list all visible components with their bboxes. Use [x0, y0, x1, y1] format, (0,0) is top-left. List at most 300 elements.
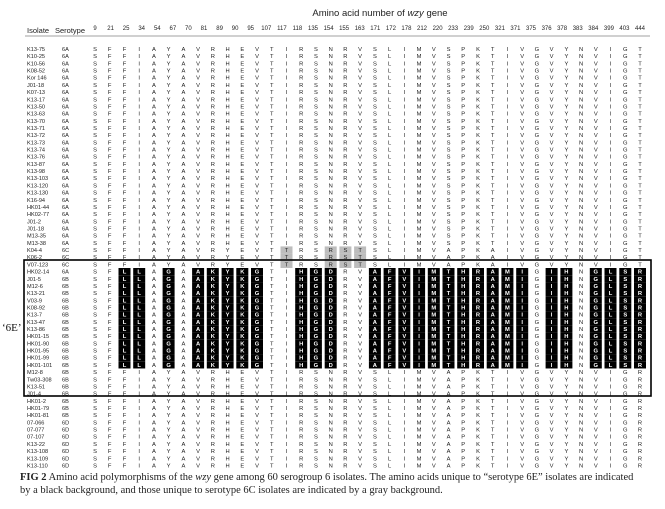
- residue: S: [314, 420, 318, 426]
- serotype: 6B: [62, 284, 69, 290]
- residue: I: [403, 219, 405, 225]
- residue: V: [520, 234, 524, 240]
- residue: F: [108, 183, 112, 189]
- residue: V: [550, 428, 554, 434]
- residue: R: [299, 463, 303, 469]
- residue: A: [373, 334, 378, 340]
- residue: F: [108, 241, 112, 247]
- residue: V: [594, 428, 598, 434]
- serotype: 6C: [62, 255, 69, 261]
- residue: V: [432, 83, 436, 89]
- residue: M: [431, 277, 436, 283]
- residue: I: [403, 133, 405, 139]
- residue: Y: [564, 406, 568, 412]
- residue: I: [507, 413, 509, 419]
- residue: Y: [564, 234, 568, 240]
- residue: G: [535, 298, 540, 304]
- alignment-row: [27, 140, 642, 146]
- residue: N: [329, 385, 333, 391]
- serotype: 6A: [62, 61, 69, 67]
- residue: V: [520, 205, 524, 211]
- residue: V: [255, 54, 259, 60]
- residue: T: [270, 119, 274, 125]
- residue: Y: [564, 262, 568, 268]
- isolate-id: J01-18: [27, 83, 44, 89]
- residue: I: [551, 284, 553, 290]
- residue: N: [329, 370, 333, 376]
- residue: T: [638, 248, 642, 254]
- residue: A: [152, 262, 156, 268]
- residue: V: [432, 133, 436, 139]
- residue: V: [255, 449, 259, 455]
- residue: L: [388, 227, 392, 233]
- position-number: 233: [448, 26, 459, 32]
- residue: V: [550, 54, 554, 60]
- residue: E: [240, 392, 244, 398]
- residue: H: [226, 90, 230, 96]
- residue: I: [610, 176, 612, 182]
- residue: I: [507, 456, 509, 462]
- residue: F: [123, 406, 127, 412]
- residue: P: [461, 255, 465, 261]
- residue: G: [623, 119, 628, 125]
- residue: F: [123, 420, 127, 426]
- residue: V: [550, 442, 554, 448]
- residue: F: [123, 69, 127, 75]
- residue: I: [551, 327, 553, 333]
- residue: F: [108, 456, 112, 462]
- residue: I: [610, 191, 612, 197]
- residue: F: [108, 413, 112, 419]
- residue: V: [196, 248, 200, 254]
- serotype: 6B: [62, 313, 69, 319]
- residue: V: [358, 428, 362, 434]
- alignment-row: [27, 205, 642, 211]
- residue: E: [240, 191, 244, 197]
- residue: V: [432, 255, 436, 261]
- residue: M: [431, 284, 436, 290]
- residue: V: [358, 126, 362, 132]
- residue: T: [638, 69, 642, 75]
- residue: P: [461, 248, 465, 254]
- residue: L: [388, 219, 392, 225]
- residue: V: [594, 212, 598, 218]
- residue: F: [123, 104, 127, 110]
- residue: N: [579, 399, 583, 405]
- residue: A: [152, 140, 156, 146]
- residue: V: [594, 76, 598, 82]
- residue: T: [491, 227, 495, 233]
- residue: G: [535, 413, 540, 419]
- residue: T: [270, 320, 274, 326]
- residue: S: [314, 112, 318, 118]
- residue: G: [623, 176, 628, 182]
- residue: E: [240, 97, 244, 103]
- residue: I: [286, 377, 288, 383]
- residue: A: [152, 227, 156, 233]
- residue: G: [255, 334, 260, 340]
- residue: H: [226, 435, 230, 441]
- residue: I: [521, 291, 523, 297]
- residue: S: [623, 327, 627, 333]
- residue: A: [181, 140, 185, 146]
- residue: R: [299, 370, 303, 376]
- residue: A: [181, 205, 185, 211]
- residue: R: [299, 148, 303, 154]
- residue: A: [181, 413, 185, 419]
- residue: F: [388, 291, 392, 297]
- residue: I: [403, 183, 405, 189]
- residue: A: [373, 313, 378, 319]
- residue: Y: [226, 291, 230, 297]
- residue: T: [270, 183, 274, 189]
- residue: T: [638, 61, 642, 67]
- residue: E: [240, 133, 244, 139]
- residue: I: [286, 306, 288, 312]
- residue: V: [594, 47, 598, 53]
- residue: A: [181, 370, 185, 376]
- residue: M: [431, 291, 436, 297]
- residue: R: [343, 162, 347, 168]
- residue: V: [358, 449, 362, 455]
- residue: A: [181, 341, 185, 347]
- residue: R: [299, 435, 303, 441]
- residue: I: [403, 54, 405, 60]
- residue: N: [579, 456, 583, 462]
- residue: S: [373, 241, 377, 247]
- residue: I: [507, 205, 509, 211]
- residue: S: [373, 255, 377, 261]
- residue: H: [299, 349, 303, 355]
- residue: T: [447, 349, 451, 355]
- residue: I: [138, 162, 140, 168]
- serotype: 6B: [62, 392, 69, 398]
- residue: T: [270, 420, 274, 426]
- residue: N: [329, 428, 333, 434]
- residue: N: [579, 248, 583, 254]
- residue: V: [432, 162, 436, 168]
- residue: H: [461, 270, 465, 276]
- isolate-id: K13-73: [27, 140, 45, 146]
- serotype: 6A: [62, 104, 69, 110]
- residue: G: [535, 83, 540, 89]
- residue: M: [431, 270, 436, 276]
- residue: H: [226, 212, 230, 218]
- residue: R: [211, 169, 215, 175]
- residue: N: [579, 291, 583, 297]
- isolate-id: K08-92: [27, 306, 45, 312]
- residue: H: [226, 126, 230, 132]
- residue: S: [93, 61, 97, 67]
- residue: R: [476, 284, 481, 290]
- residue: G: [535, 148, 540, 154]
- residue: K: [476, 406, 480, 412]
- residue: T: [447, 356, 451, 362]
- residue: N: [329, 442, 333, 448]
- residue: T: [270, 176, 274, 182]
- residue: T: [270, 334, 274, 340]
- residue: V: [550, 90, 554, 96]
- residue: R: [343, 212, 347, 218]
- residue: E: [240, 370, 244, 376]
- residue: R: [638, 420, 642, 426]
- residue: G: [314, 298, 319, 304]
- residue: S: [93, 54, 97, 60]
- residue: K: [476, 456, 480, 462]
- residue: I: [507, 241, 509, 247]
- residue: V: [594, 176, 598, 182]
- position-number: 107: [261, 26, 272, 32]
- residue: V: [358, 176, 362, 182]
- residue: I: [403, 205, 405, 211]
- residue: R: [343, 198, 347, 204]
- residue: G: [623, 90, 628, 96]
- residue: G: [535, 262, 540, 268]
- residue: A: [181, 255, 185, 261]
- residue: S: [93, 298, 97, 304]
- residue: N: [579, 435, 583, 441]
- residue: V: [358, 104, 362, 110]
- residue: Y: [167, 90, 171, 96]
- residue: I: [403, 104, 405, 110]
- isolate-id: V03-9: [27, 298, 42, 304]
- residue: G: [623, 435, 628, 441]
- residue: N: [329, 183, 333, 189]
- residue: S: [93, 377, 97, 383]
- residue: I: [507, 399, 509, 405]
- residue: V: [520, 83, 524, 89]
- residue: V: [550, 413, 554, 419]
- residue: N: [579, 270, 583, 276]
- residue: A: [491, 363, 496, 369]
- residue: R: [211, 456, 215, 462]
- residue: M: [417, 428, 422, 434]
- residue: V: [358, 399, 362, 405]
- residue: P: [461, 205, 465, 211]
- residue: Y: [564, 126, 568, 132]
- residue: R: [638, 399, 642, 405]
- serotype: 6B: [62, 356, 69, 362]
- residue: G: [535, 291, 540, 297]
- residue: V: [520, 54, 524, 60]
- residue: V: [550, 198, 554, 204]
- residue: G: [594, 356, 599, 362]
- residue: V: [358, 97, 362, 103]
- residue: R: [638, 270, 643, 276]
- residue: M: [417, 413, 422, 419]
- residue: V: [594, 241, 598, 247]
- residue: N: [329, 406, 333, 412]
- serotype: 6A: [62, 76, 69, 82]
- residue: F: [123, 176, 127, 182]
- residue: F: [108, 83, 112, 89]
- residue: Y: [167, 399, 171, 405]
- residue: I: [138, 176, 140, 182]
- residue: G: [535, 126, 540, 132]
- residue: S: [447, 76, 451, 82]
- residue: A: [181, 133, 185, 139]
- residue: V: [432, 399, 436, 405]
- residue: S: [93, 385, 97, 391]
- residue: K: [476, 449, 480, 455]
- residue: R: [299, 442, 303, 448]
- residue: S: [93, 176, 97, 182]
- residue: H: [226, 392, 230, 398]
- residue: G: [535, 392, 540, 398]
- residue: A: [152, 198, 156, 204]
- residue: V: [358, 112, 362, 118]
- serotype: 6B: [62, 327, 69, 333]
- residue: A: [181, 298, 185, 304]
- residue: N: [329, 47, 333, 53]
- residue: V: [432, 248, 436, 254]
- residue: S: [93, 435, 97, 441]
- isolate-id: HK01-79: [27, 406, 49, 412]
- residue: M: [417, 183, 422, 189]
- residue: S: [314, 241, 318, 247]
- residue: E: [240, 219, 244, 225]
- residue: T: [491, 104, 495, 110]
- residue: F: [108, 176, 112, 182]
- residue: I: [286, 449, 288, 455]
- residue: V: [520, 385, 524, 391]
- residue: F: [108, 255, 112, 261]
- residue: S: [93, 126, 97, 132]
- residue: T: [491, 449, 495, 455]
- residue: A: [196, 291, 201, 297]
- residue: N: [579, 212, 583, 218]
- alignment-row: [27, 361, 646, 369]
- residue: F: [123, 205, 127, 211]
- residue: A: [447, 262, 451, 268]
- residue: I: [138, 420, 140, 426]
- residue: I: [403, 155, 405, 161]
- residue: I: [286, 119, 288, 125]
- residue: M: [417, 155, 422, 161]
- residue: V: [196, 126, 200, 132]
- serotype: 6B: [62, 349, 69, 355]
- residue: V: [196, 420, 200, 426]
- residue: G: [623, 449, 628, 455]
- residue: A: [447, 255, 451, 261]
- residue: V: [594, 97, 598, 103]
- residue: T: [491, 155, 495, 161]
- residue: S: [343, 248, 347, 254]
- residue: S: [373, 104, 377, 110]
- residue: I: [138, 399, 140, 405]
- residue: T: [270, 148, 274, 154]
- residue: I: [138, 133, 140, 139]
- residue: V: [520, 255, 524, 261]
- residue: I: [286, 428, 288, 434]
- residue: A: [491, 334, 496, 340]
- residue: F: [123, 112, 127, 118]
- residue: S: [373, 377, 377, 383]
- residue: I: [138, 191, 140, 197]
- residue: S: [314, 97, 318, 103]
- residue: S: [447, 183, 451, 189]
- residue: R: [299, 205, 303, 211]
- residue: T: [270, 284, 274, 290]
- residue: T: [270, 61, 274, 67]
- residue: A: [373, 277, 378, 283]
- residue: Y: [167, 191, 171, 197]
- residue: F: [123, 392, 127, 398]
- residue: E: [240, 140, 244, 146]
- residue: G: [166, 363, 171, 369]
- residue: I: [610, 442, 612, 448]
- residue: T: [638, 227, 642, 233]
- residue: I: [507, 248, 509, 254]
- residue: M: [417, 148, 422, 154]
- residue: T: [491, 183, 495, 189]
- residue: T: [491, 435, 495, 441]
- serotype: 6A: [62, 112, 69, 118]
- serotype: 6A: [62, 219, 69, 225]
- residue: G: [535, 198, 540, 204]
- alignment-row: [27, 268, 646, 276]
- position-number: 118: [293, 26, 303, 32]
- residue: F: [108, 298, 112, 304]
- residue: I: [138, 255, 140, 261]
- residue: G: [594, 363, 599, 369]
- residue: T: [638, 191, 642, 197]
- residue: S: [447, 97, 451, 103]
- residue: S: [373, 97, 377, 103]
- residue: K: [476, 420, 480, 426]
- residue: I: [507, 262, 509, 268]
- residue: K: [240, 270, 245, 276]
- residue: I: [610, 248, 612, 254]
- alignment-row: [27, 370, 642, 376]
- residue: I: [403, 227, 405, 233]
- residue: E: [240, 399, 244, 405]
- residue: S: [314, 219, 318, 225]
- residue: H: [226, 119, 230, 125]
- residue: V: [358, 90, 362, 96]
- residue: M: [431, 349, 436, 355]
- residue: P: [461, 241, 465, 247]
- residue: V: [196, 463, 200, 469]
- isolate-id: K13-109: [27, 456, 48, 462]
- residue: H: [564, 313, 568, 319]
- residue: G: [623, 191, 628, 197]
- residue: V: [358, 140, 362, 146]
- residue: N: [579, 262, 583, 268]
- residue: V: [594, 262, 598, 268]
- residue: R: [343, 219, 347, 225]
- residue: V: [594, 392, 598, 398]
- residue: A: [152, 169, 156, 175]
- residue: V: [520, 449, 524, 455]
- residue: S: [314, 227, 318, 233]
- serotype: 6C: [62, 248, 69, 254]
- residue: F: [123, 148, 127, 154]
- residue: T: [638, 183, 642, 189]
- residue: A: [181, 47, 185, 53]
- position-number: 383: [573, 26, 584, 32]
- residue: V: [432, 406, 436, 412]
- residue: G: [623, 227, 628, 233]
- residue: K: [476, 377, 480, 383]
- residue: T: [447, 327, 451, 333]
- residue: A: [373, 327, 378, 333]
- residue: A: [447, 413, 451, 419]
- residue: V: [255, 140, 259, 146]
- residue: Y: [564, 399, 568, 405]
- residue: R: [299, 90, 303, 96]
- residue: V: [358, 212, 362, 218]
